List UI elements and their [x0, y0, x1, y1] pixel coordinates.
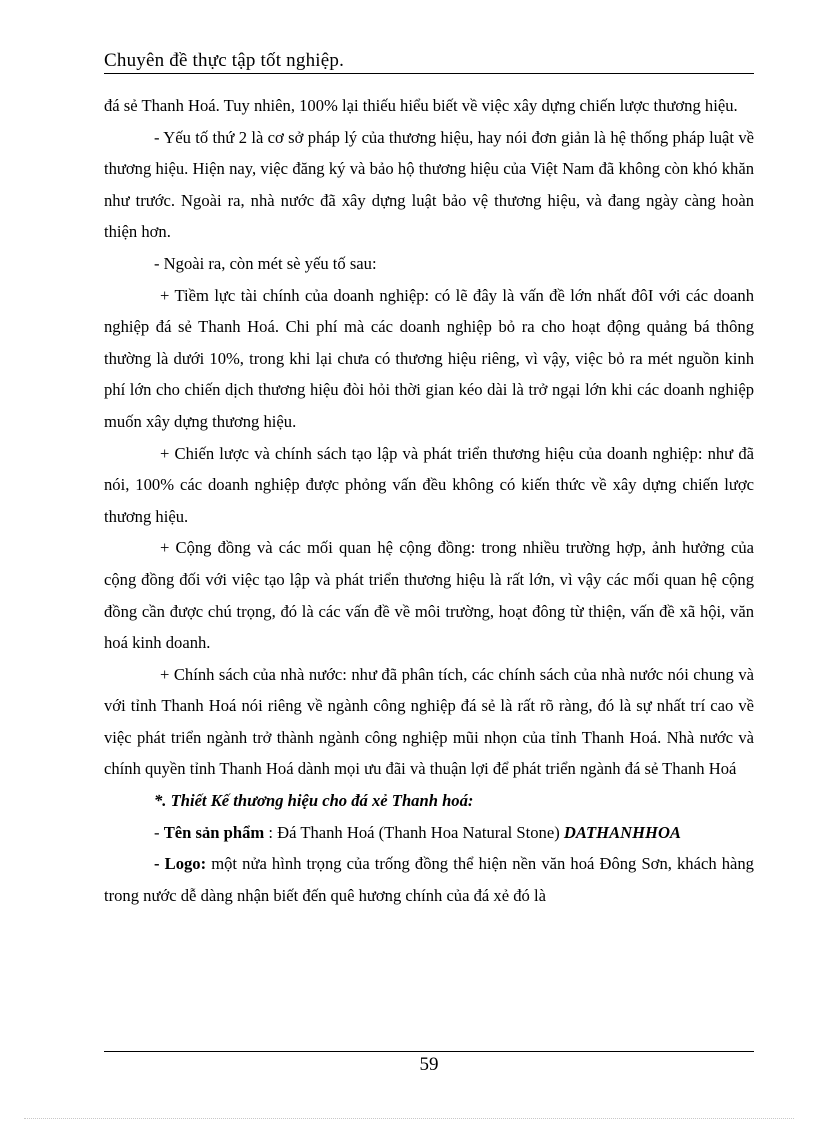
paragraph-financial: + Tiềm lực tài chính của doanh nghiệp: có lẽ đây là vấn đề lớn nhất đôI với các doanh nghiệp đá sẻ Thanh Hoá. Chi phí mà các doanh nghiệp bỏ ra cho hoạt động quảng bá thông thường là dưới 10%, trong khi lại chưa có thương hiệu riêng, vì vậy, việc bỏ ra mét nguồn kinh phí lớn cho chiến dịch thương hiệu đòi hỏi thời gian kéo dài là trở ngại lớn khi các doanh nghiệp muốn xây dựng thương hiệu. [104, 285, 754, 431]
product-name-text: : Đá Thanh Hoá (Thanh Hoa Natural Stone) [264, 822, 564, 842]
logo-label: - Logo: [154, 854, 207, 874]
section-heading: *. Thiết Kế thương hiệu cho đá xẻ Thanh hoá: [154, 791, 474, 811]
paragraph-logo [104, 848, 754, 911]
paragraph-product-name [104, 817, 754, 849]
product-name-label: Tên sản phẩm [163, 822, 265, 842]
document-body [104, 90, 754, 911]
paragraph-strategy: + Chiến lược và chính sách tạo lập và phát triển thương hiệu của doanh nghiệp: như đã nói, 100% các doanh nghiệp được phỏng vấn đều không có kiến thức về xây dựng chiến lược thương hiệu. [104, 443, 754, 526]
page-header-title: Chuyên đề thực tập tốt nghiệp. [104, 50, 345, 71]
header-divider [104, 73, 754, 74]
paragraph-other-factors: - Ngoài ra, còn mét sè yếu tố sau: [154, 253, 377, 273]
product-name-prefix: - [154, 822, 164, 842]
paragraph-state-policy: + Chính sách của nhà nước: như đã phân tích, các chính sách của nhà nước nói chung và với tỉnh Thanh Hoá nói riêng về ngành công nghiệp đá sẻ là rất rõ ràng, đó là sự nhất trí cao về việc phát triển ngành trở thành ngành công nghiệp mũi nhọn của tỉnh Thanh Hoá. Nhà nước và chính quyền tỉnh Thanh Hoá dành mọi ưu đãi và thuận lợi để phát triển ngành đá sẻ Thanh Hoá [104, 664, 754, 779]
logo-text: một nửa hình trọng của trống đồng thể hiện nền văn hoá Đông Sơn, khách hàng trong nước dễ dàng nhận biết đến quê hương chính của đá xẻ đó là [104, 854, 754, 905]
paragraph-community: + Cộng đồng và các mối quan hệ cộng đồng: trong nhiều trường hợp, ảnh hưởng của cộng đồng đối với việc tạo lập và phát triển thương hiệu là rất lớn, vì vậy các mối quan hệ cộng đồng cần được chú trọng, đó là các vấn đề về môi trường, hoạt đông từ thiện, vấn đề xã hội, văn hoá kinh doanh. [104, 538, 754, 653]
paragraph-legal-basis: - Yếu tố thứ 2 là cơ sở pháp lý của thương hiệu, hay nói đơn giản là hệ thống pháp luật về thương hiệu. Hiện nay, việc đăng ký và bảo hộ thương hiệu của Việt Nam đã không còn khó khăn như trước. Ngoài ra, nhà nước đã xây dựng luật bảo vệ thương hiệu, và đang ngày càng hoàn thiện hơn. [104, 127, 754, 242]
paragraph-1: đá sẻ Thanh Hoá. Tuy nhiên, 100% lại thiếu hiểu biết về việc xây dựng chiến lược thương hiệu. [104, 96, 738, 115]
product-brand: DATHANHHOA [563, 822, 682, 842]
page-bottom-dotted-line [24, 1118, 794, 1119]
page-number: 59 [419, 1054, 439, 1075]
